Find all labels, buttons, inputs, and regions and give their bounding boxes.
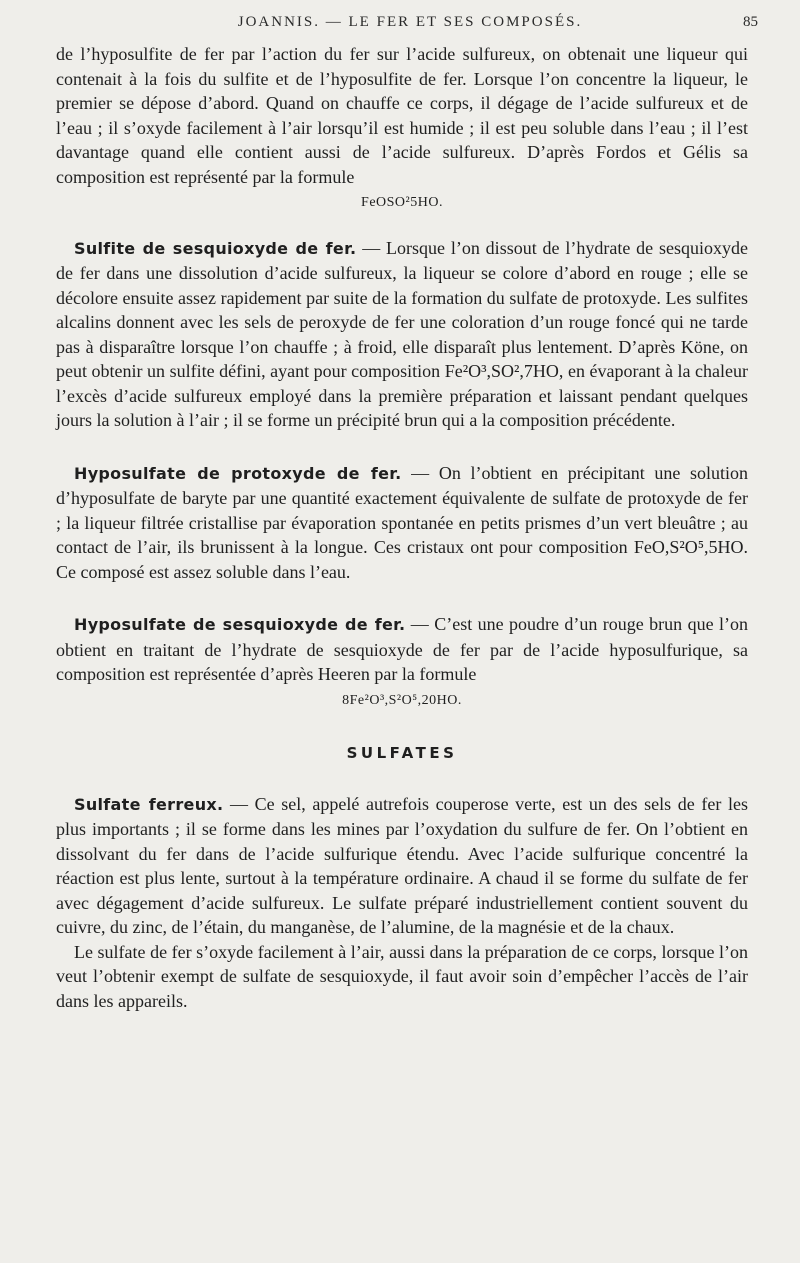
page-number: 85: [743, 14, 758, 30]
section-title: SULFATES: [346, 744, 458, 762]
text-sulfate-ferreux: — Ce sel, appelé autrefois couperose verte, est un des sels de fer les plus importants ; il se forme dans les mines par l’oxydation du sulfure de fer. On l’obtient en dissolvant du fer dans de l’acide sulfurique étendu. Avec l’acide sulfurique concentré la réaction est plus lente, surtout à la température ordinaire. A chaud il se forme du sulfate de fer avec dégagement d’acide sulfureux. Le sulfate préparé industriellement contient souvent du cuivre, du zinc, de l’étain, du manganèse, de l’alumine, de la magnésie et de la chaux.: [56, 793, 748, 937]
heading-hyposulfate-sesquioxyde: Hyposulfate de sesquioxyde de fer.: [74, 615, 406, 634]
text-hyposulfate-protoxyde: — On l’obtient en précipitant une solution d’hyposulfate de baryte par une quantité exactement équivalente de sulfate de protoxyde de fer ; la liqueur filtrée cristallise par évaporation spontanée en petits prismes d’un vert bleuâtre ; au contact de l’air, ils brunissent à la longue. Ces cristaux ont pour composition FeO,S²O⁵,5HO. Ce composé est assez soluble dans l’eau.: [56, 462, 748, 582]
running-title: JOANNIS. — LE FER ET SES COMPOSÉS.: [237, 14, 583, 30]
formula-hyposulfate: 8Fe²O³,S²O⁵,20HO.: [342, 692, 462, 708]
intro-paragraph: de l’hyposulfite de fer par l’action du fer sur l’acide sulfureux, on obtenait une liqueur qui contenait à la fois du sulfite et de l’hyposulfite de fer. Lorsque l’on concentre la liqueur, le premier se dépose d’abord. Quand on chauffe ce corps, il dégage de l’acide sulfureux et de l’eau ; il s’oxyde facilement à l’air lorsqu’il est humide ; il est peu soluble dans l’eau ; il l’est davantage quand elle contient aussi de l’acide sulfureux. D’après Fordos et Gélis sa composition est représenté par la formule: [56, 44, 748, 187]
paragraph-sulfite-sesquioxyde: [56, 236, 748, 433]
paragraph-hyposulfate-sesquioxyde: [56, 612, 748, 687]
text-sulfite-sesquioxyde: — Lorsque l’on dissout de l’hydrate de sesquioxyde de fer dans une dissolution d’acide sulfureux, la liqueur se colore d’abord en rouge ; elle se décolore ensuite assez rapidement par suite de la formation du sulfate de protoxyde. Les sulfites alcalins donnent avec les sels de peroxyde de fer une coloration d’un rouge foncé qui ne tarde pas à disparaître lorsque l’on chauffe ; à froid, elle disparaît plus lentement. D’après Köne, on peut obtenir un sulfite défini, ayant pour composition Fe²O³,SO²,7HO, en évaporant à la chaleur l’excès d’acide sulfureux employé dans la première préparation et laissant pendant quelques jours la solution à l’air ; il se forme un précipité brun qui a la composition précédente.: [56, 237, 748, 430]
heading-sulfite-sesquioxyde: Sulfite de sesquioxyde de fer.: [74, 238, 357, 258]
formula-sulfite: FeOSO²5HO.: [361, 195, 443, 210]
text-hyposulfate-sesquioxyde: — C’est une poudre d’un rouge brun que l’on obtient en traitant de l’hydrate de sesquioxyde de fer par de l’acide hyposulfurique, sa composition est représentée d’après Heeren par la formule: [56, 614, 748, 684]
heading-hyposulfate-protoxyde: Hyposulfate de protoxyde de fer.: [74, 463, 402, 483]
page-body: [56, 42, 748, 1013]
paragraph-sulfate-oxydation: Le sulfate de fer s’oxyde facilement à l’air, aussi dans la préparation de ce corps, lorsque l’on veut l’obtenir exempt de sulfate de sesquioxyde, il faut avoir soin d’empêcher l’accès de l’air dans les appareils.: [56, 941, 748, 1011]
paragraph-hyposulfate-protoxyde: [56, 461, 748, 585]
paragraph-sulfate-ferreux: [56, 792, 748, 940]
heading-sulfate-ferreux: Sulfate ferreux.: [74, 794, 224, 814]
